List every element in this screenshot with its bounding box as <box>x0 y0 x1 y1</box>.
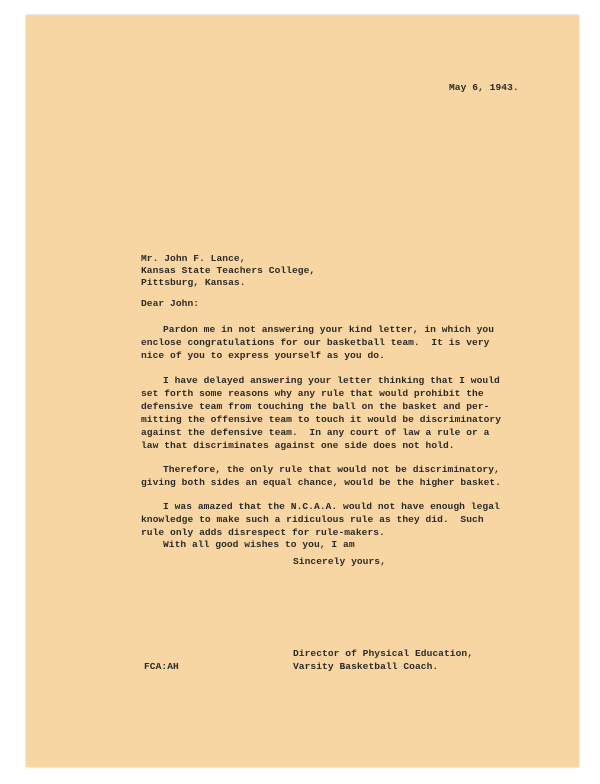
closing: Sincerely yours, <box>293 556 386 567</box>
paragraph-line: Pardon me in not answering your kind letter, in which you <box>163 324 495 335</box>
paragraph-line: set forth some reasons why any rule that would prohibit the <box>141 388 484 399</box>
typist-initials: FCA:AH <box>144 661 179 672</box>
paragraph-line: rule only adds disrespect for rule-makers. <box>141 527 385 538</box>
paragraph-line: against the defensive team. In any court of law a rule or a <box>141 427 490 438</box>
signature-title-line: Varsity Basketball Coach. <box>293 661 439 672</box>
signature-title-line: Director of Physical Education, <box>293 648 474 659</box>
paragraph-line: With all good wishes to you, I am <box>163 539 355 550</box>
letter-date: May 6, 1943. <box>449 82 519 93</box>
salutation: Dear John: <box>141 298 200 309</box>
paragraph-line: I have delayed answering your letter thinking that I would <box>163 375 500 386</box>
address-line: Kansas State Teachers College, <box>141 265 316 276</box>
paragraph-line: giving both sides an equal chance, would be the higher basket. <box>141 477 502 488</box>
paragraph-line: nice of you to express yourself as you do. <box>141 350 385 361</box>
address-line: Pittsburg, Kansas. <box>141 277 246 288</box>
paragraph-line: I was amazed that the N.C.A.A. would not have enough legal <box>163 501 500 512</box>
paragraph-line: enclose congratulations for our basketball team. It is very <box>141 337 490 348</box>
address-line: Mr. John F. Lance, <box>141 253 246 264</box>
letter-page <box>26 15 579 767</box>
paragraph-line: Therefore, the only rule that would not be discriminatory, <box>163 464 500 475</box>
paragraph-line: mitting the offensive team to touch it would be discriminatory <box>141 414 502 425</box>
paragraph-line: defensive team from touching the ball on the basket and per- <box>141 401 490 412</box>
paragraph-line: knowledge to make such a ridiculous rule as they did. Such <box>141 514 484 525</box>
paragraph-line: law that discriminates against one side does not hold. <box>141 440 455 451</box>
